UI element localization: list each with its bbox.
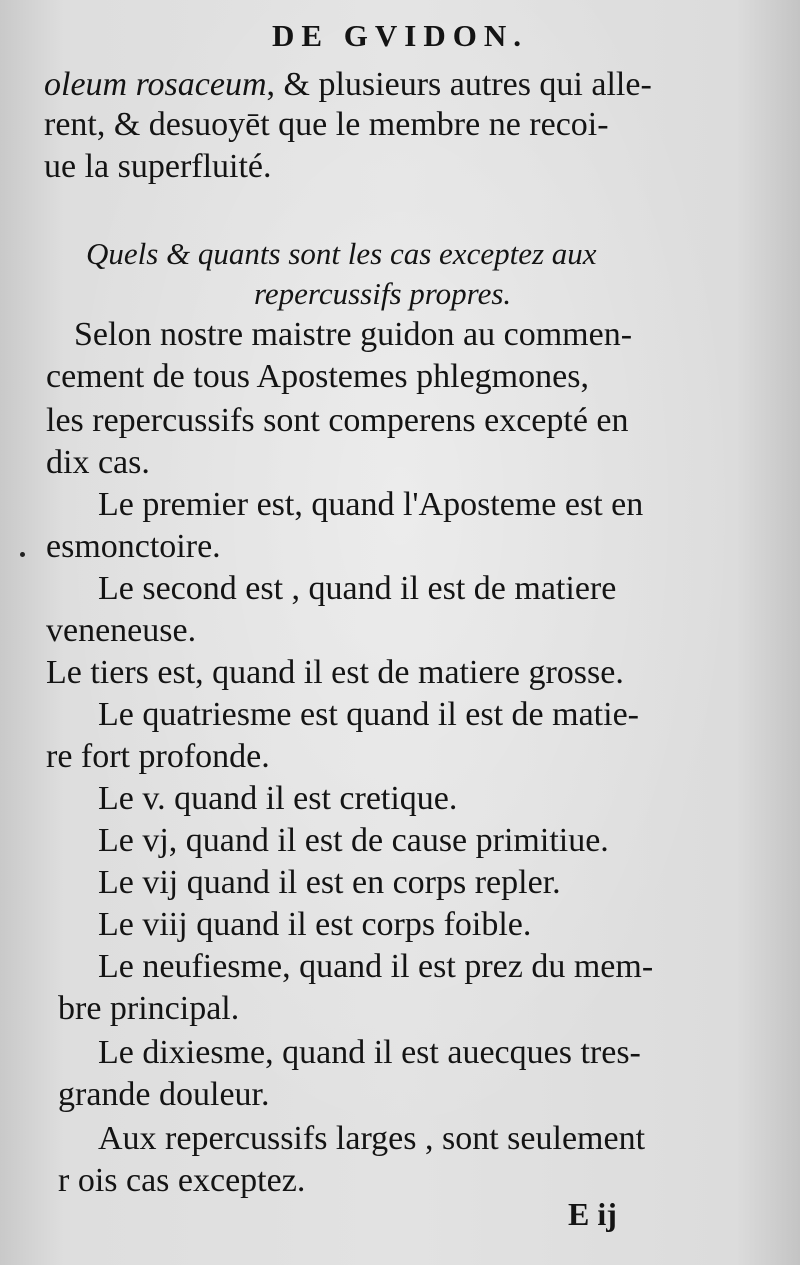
text-line: Selon nostre maistre guidon au commen- [74, 316, 633, 353]
text-line: ue la superfluité. [44, 148, 272, 185]
list-item: Le tiers est, quand il est de matiere grosse. [46, 654, 624, 691]
list-item: Le vij quand il est en corps repler. [98, 864, 561, 901]
text-line: cement de tous Apostemes phlegmones, [46, 358, 589, 395]
latin-term: oleum rosaceum [44, 66, 267, 103]
list-item: Le vj, quand il est de cause primitiue. [98, 822, 609, 859]
list-item: Le second est , quand il est de matiere [98, 570, 617, 607]
text-line: grande douleur. [58, 1076, 270, 1113]
text-line: bre principal. [58, 990, 240, 1027]
text-line: r ois cas exceptez. [58, 1162, 306, 1199]
list-item: Le premier est, quand l'Aposteme est en [98, 486, 644, 523]
text-line: Aux repercussifs larges , sont seulement [98, 1120, 646, 1157]
text-line: esmonctoire. [46, 528, 221, 565]
section-heading: Quels & quants sont les cas exceptez aux [86, 236, 597, 271]
text-line: rent, & desuoyēt que le membre ne recoi- [44, 106, 609, 143]
text-line: dix cas. [46, 444, 150, 481]
ink-spot [20, 552, 25, 557]
list-item: Le quatriesme est quand il est de matie- [98, 696, 639, 733]
list-item: Le viij quand il est corps foible. [98, 906, 532, 943]
list-item: Le neufiesme, quand il est prez du mem- [98, 948, 654, 985]
list-item: Le dixiesme, quand il est auecques tres- [98, 1034, 641, 1071]
signature-mark: E ij [568, 1196, 617, 1232]
text-line: re fort profonde. [46, 738, 270, 775]
text-line: les repercussifs sont comperens excepté en [46, 402, 629, 439]
list-item: Le v. quand il est cretique. [98, 780, 458, 817]
section-heading: repercussifs propres. [254, 276, 512, 311]
line-rest: , & plusieurs autres qui alle- [266, 66, 652, 103]
text-line [44, 66, 652, 104]
text-line: veneneuse. [46, 612, 197, 649]
running-header: DE GVIDON. [271, 18, 528, 53]
